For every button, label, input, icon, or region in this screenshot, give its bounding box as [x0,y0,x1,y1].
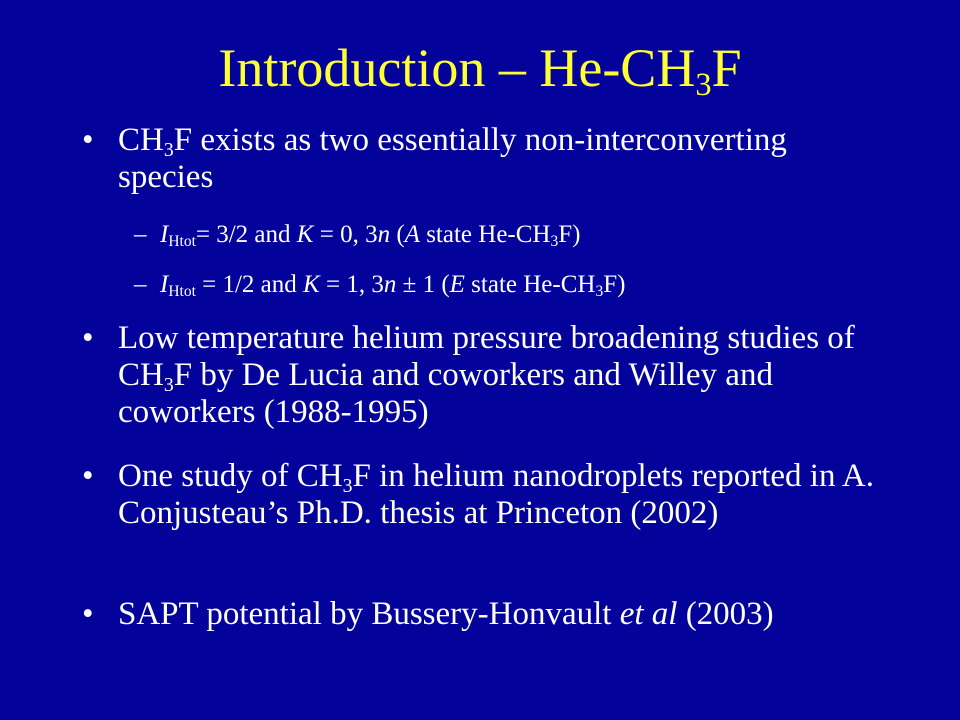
text-run: SAPT potential by Bussery-Honvault [118,596,620,632]
bullet-text [118,320,882,431]
italic-symbol: A [404,221,420,248]
bullet-text [118,458,882,532]
text-run: F by De Lucia and coworkers and Willey and coworkers (1988-1995) [118,357,773,430]
text-run: state He-CH [419,221,551,248]
title-text: Introduction – He-CH [218,38,696,98]
text-run: = 0, 3 [313,221,378,248]
text-run: (2003) [677,596,774,632]
italic-symbol: I [160,221,169,248]
bullet-item [82,320,882,431]
text-run: F exists as two essentially non-interconverting species [118,122,787,195]
text-run: state He-CH [464,271,596,298]
bullet-item [82,458,882,532]
subscript: 3 [342,474,353,497]
bullet-text [118,596,882,633]
subscript: 3 [550,233,559,251]
italic-symbol: n [383,271,397,298]
italic-symbol: I [160,271,169,298]
sub-bullet-marker: – [134,271,147,298]
bullet-item [82,596,882,633]
subscript: Htot [168,283,196,301]
text-run: ( [390,221,405,248]
italic-text: et al [619,596,678,632]
bullet-item [82,122,882,196]
italic-symbol: K [303,271,320,298]
text-run: F in helium nanodroplets reported in A. Conjusteau’s Ph.D. thesis at Princeton (2002) [118,458,874,531]
bullet-marker: • [82,122,94,158]
text-run: = 3/2 and [195,221,297,248]
italic-symbol: K [296,221,314,248]
bullet-marker: • [82,458,94,494]
subscript: Htot [168,233,196,251]
sub-bullet-text [160,220,894,250]
text-run: = 1, 3 [319,271,384,298]
text-run: = 1/2 and [195,271,304,298]
text-run: CH [118,122,164,158]
text-run: F) [558,221,581,248]
subscript: 3 [163,373,174,396]
italic-symbol: n [377,221,391,248]
text-run: One study of CH [118,458,343,494]
sub-bullet-item [134,270,894,300]
title-tail: F [711,38,742,98]
italic-symbol: E [449,271,465,298]
bullet-marker: • [82,596,94,632]
bullet-marker: • [82,320,94,356]
slide-title [0,36,960,104]
bullet-text [118,122,882,196]
sub-bullet-item [134,220,894,250]
text-run: Low temperature helium pressure broadening studies of CH [118,320,855,393]
subscript: 3 [163,138,174,161]
text-run: F) [603,271,626,298]
sub-bullet-marker: – [134,221,147,248]
sub-bullet-text [160,270,894,300]
subscript: 3 [595,283,604,301]
title-subscript: 3 [695,67,712,104]
text-run: ± 1 ( [396,271,450,298]
